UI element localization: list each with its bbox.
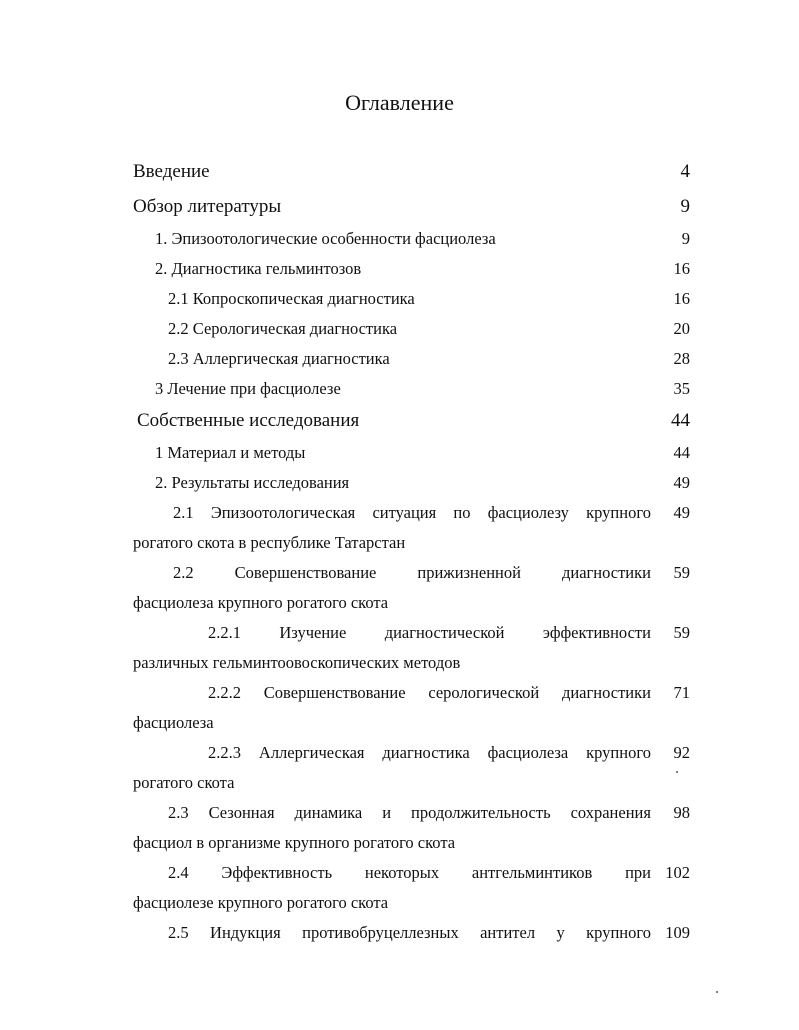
toc-entry-continuation: фасциолеза [133, 713, 214, 732]
toc-entry-page: 44 [673, 443, 690, 462]
toc-entry-continuation: фасциолезе крупного рогатого скота [133, 893, 389, 912]
toc-entry-text: Введение [133, 161, 210, 182]
toc-entry-page: 109 [665, 923, 690, 942]
toc-entry [0, 738, 799, 768]
toc-word: при [625, 863, 651, 882]
toc-entry [0, 918, 799, 948]
toc-entry-page: 71 [673, 683, 690, 702]
toc-entry-page: 20 [673, 319, 690, 338]
toc-entry-page: 9 [681, 229, 690, 248]
toc-word: крупного [586, 743, 651, 762]
toc-entry-continuation: различных гельминтоовоскопических методов [133, 653, 461, 672]
toc-word: Аллергическая [258, 743, 365, 762]
toc-entry-text [208, 618, 651, 648]
toc-entry-literature-review [0, 192, 799, 222]
toc-entry-page: 4 [680, 161, 690, 182]
toc-entry-page: 9 [680, 196, 690, 217]
toc-word: 2.5 [168, 923, 189, 942]
toc-word: крупного [586, 503, 651, 522]
toc-word: диагностики [561, 563, 651, 582]
toc-word: фасциолезу [487, 503, 569, 522]
scan-speck [676, 771, 678, 773]
toc-word: ситуация [372, 503, 437, 522]
toc-word: антгельминтиков [471, 863, 593, 882]
toc-entry-text [168, 918, 651, 948]
toc-word: и [382, 803, 392, 822]
toc-word: антител [480, 923, 536, 942]
toc-word: диагностики [561, 683, 651, 702]
toc-entry-text: 2.1 Копроскопическая диагностика [168, 289, 415, 308]
toc-entry [0, 284, 799, 314]
toc-word: фасциолеза [487, 743, 569, 762]
toc-entry-continuation: рогатого скота [133, 773, 235, 792]
toc-entry-text [173, 558, 651, 588]
toc-word: продолжительность [411, 803, 551, 822]
toc-entry-text: 1. Эпизоотологические особенности фасциолеза [155, 229, 496, 248]
toc-entry [0, 678, 799, 708]
toc-word: диагностика [382, 743, 470, 762]
toc-entry [0, 618, 799, 648]
toc-entry-text: 2.3 Аллергическая диагностика [168, 349, 390, 368]
toc-entry [0, 254, 799, 284]
toc-word: 2.1 [173, 503, 194, 522]
toc-entry [0, 468, 799, 498]
toc-entry [0, 798, 799, 828]
toc-entry [0, 858, 799, 888]
toc-word: сохранения [570, 803, 651, 822]
toc-word: прижизненной [417, 563, 521, 582]
toc-entry-text [208, 738, 651, 768]
toc-entry-page: 35 [673, 379, 690, 398]
toc-entry [0, 314, 799, 344]
toc-entry-page: 16 [673, 259, 690, 278]
toc-word: Эпизоотологическая [210, 503, 356, 522]
toc-word: динамика [294, 803, 363, 822]
toc-entry-page: 44 [671, 410, 690, 431]
toc-entry-text [208, 678, 651, 708]
toc-entry-own-research [0, 406, 799, 436]
toc-entry [0, 224, 799, 254]
toc-entry [0, 558, 799, 588]
toc-word: противобруцеллезных [302, 923, 459, 942]
toc-entry [0, 498, 799, 528]
toc-entry-page: 92 [673, 743, 690, 762]
toc-entry-page: 28 [673, 349, 690, 368]
toc-entry-text: Собственные исследования [137, 410, 360, 431]
toc-word: диагностической [384, 623, 505, 642]
toc-word: 2.3 [168, 803, 189, 822]
toc-entry-continuation: фасциолеза крупного рогатого скота [133, 593, 389, 612]
toc-word: у [556, 923, 565, 942]
toc-word: Совершенствование [234, 563, 377, 582]
toc-entry-continuation: рогатого скота в республике Татарстан [133, 533, 406, 552]
toc-word: 2.2.2 [208, 683, 241, 702]
toc-word: 2.2 [173, 563, 194, 582]
toc-entry-page: 59 [673, 623, 690, 642]
toc-entry-continuation: фасциол в организме крупного рогатого скота [133, 833, 456, 852]
toc-entry-text: 2. Диагностика гельминтозов [155, 259, 362, 278]
toc-word: по [453, 503, 471, 522]
toc-entry-text: 2. Результаты исследования [155, 473, 350, 492]
toc-word: Совершенствование [263, 683, 406, 702]
toc-entry [0, 438, 799, 468]
toc-entry [0, 344, 799, 374]
toc-entry-text: 1 Материал и методы [155, 443, 306, 462]
toc-entry-page: 16 [673, 289, 690, 308]
toc-entry-text [173, 498, 651, 528]
page-title: Оглавление [345, 90, 454, 115]
toc-word: 2.2.3 [208, 743, 241, 762]
toc-entry-page: 49 [673, 473, 690, 492]
toc-word: Индукция [210, 923, 281, 942]
toc-word: крупного [586, 923, 651, 942]
toc-word: Эффективность [221, 863, 333, 882]
toc-entry-page: 102 [665, 863, 690, 882]
toc-word: Изучение [279, 623, 347, 642]
toc-word: серологической [428, 683, 540, 702]
toc-entry-text [168, 798, 651, 828]
toc-word: 2.4 [168, 863, 189, 882]
toc-word: Сезонная [208, 803, 275, 822]
toc-entry-text: 3 Лечение при фасциолезе [155, 379, 341, 398]
toc-entry [0, 374, 799, 404]
toc-entry-text [168, 858, 651, 888]
toc-entry-text: 2.2 Серологическая диагностика [168, 319, 398, 338]
scan-speck [716, 991, 718, 993]
toc-word: эффективности [542, 623, 651, 642]
toc-word: некоторых [364, 863, 440, 882]
toc-entry-page: 59 [673, 563, 690, 582]
toc-entry-introduction [0, 157, 799, 187]
toc-entry-page: 98 [673, 803, 690, 822]
toc-entry-text: Обзор литературы [133, 196, 282, 217]
toc-word: 2.2.1 [208, 623, 241, 642]
toc-entry-page: 49 [673, 503, 690, 522]
